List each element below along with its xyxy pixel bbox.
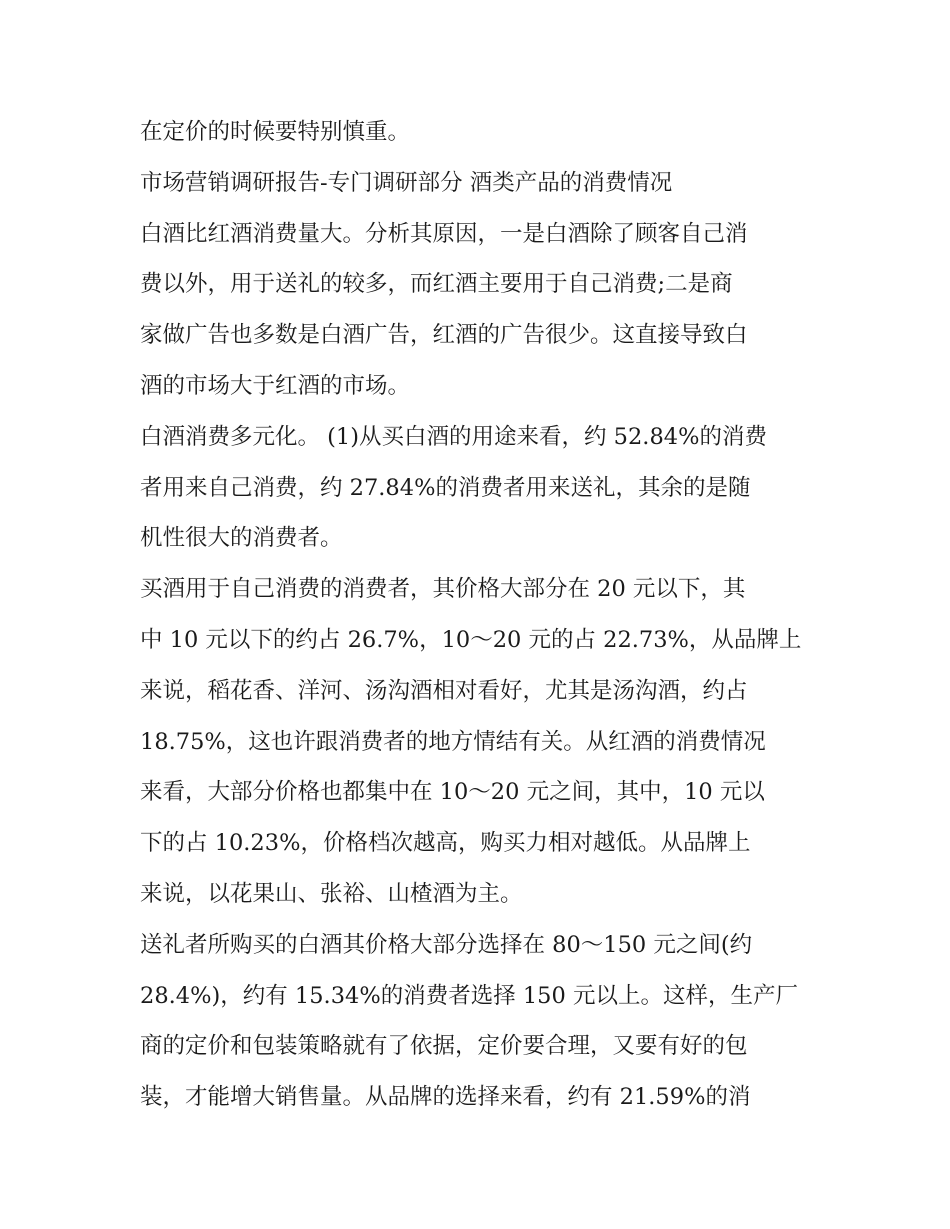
text-line: 市场营销调研报告-专门调研部分 酒类产品的消费情况 <box>140 169 673 196</box>
text-line: 送礼者所购买的白酒其价格大部分选择在 80～150 元之间(约 <box>140 931 753 958</box>
text-line: 来看，大部分价格也都集中在 10～20 元之间，其中，10 元以 <box>140 779 765 806</box>
text-line: 者用来自己消费，约 27.84%的消费者用来送礼，其余的是随 <box>140 474 751 501</box>
text-line: 18.75%，这也许跟消费者的地方情结有关。从红酒的消费情况 <box>140 728 766 755</box>
text-line: 白酒消费多元化。 (1)从买白酒的用途来看，约 52.84%的消费 <box>140 423 767 450</box>
paragraph-3 <box>140 209 820 412</box>
text-line: 买酒用于自己消费的消费者，其价格大部分在 20 元以下，其 <box>140 576 746 603</box>
paragraph-5 <box>140 564 820 920</box>
text-line: 来说，稻花香、洋河、汤沟酒相对看好，尤其是汤沟酒，约占 <box>140 677 748 704</box>
text-line: 家做广告也多数是白酒广告，红酒的广告很少。这直接导致白 <box>140 322 748 349</box>
text-line: 在定价的时候要特别慎重。 <box>140 119 411 145</box>
text-line: 白酒比红酒消费量大。分析其原因，一是白酒除了顾客自己消 <box>140 220 748 247</box>
text-line: 酒的市场大于红酒的市场。 <box>140 372 411 399</box>
paragraph-1 <box>140 107 820 158</box>
paragraph-2 <box>140 158 820 209</box>
text-line: 商的定价和包装策略就有了依据，定价要合理，又要有好的包 <box>140 1033 748 1060</box>
text-line: 机性很大的消费者。 <box>140 525 343 552</box>
text-line: 来说，以花果山、张裕、山楂酒为主。 <box>140 880 523 907</box>
paragraph-6 <box>140 920 820 1123</box>
text-line: 费以外，用于送礼的较多，而红酒主要用于自己消费;二是商 <box>140 271 733 298</box>
text-line: 装，才能增大销售量。从品牌的选择来看，约有 21.59%的消 <box>140 1084 751 1111</box>
document-body <box>140 107 820 1123</box>
text-line: 下的占 10.23%，价格档次越高，购买力相对越低。从品牌上 <box>140 830 751 857</box>
text-line: 中 10 元以下的约占 26.7%，10～20 元的占 22.73%，从品牌上 <box>140 626 802 653</box>
paragraph-4 <box>140 412 820 564</box>
text-line: 28.4%)，约有 15.34%的消费者选择 150 元以上。这样，生产厂 <box>140 982 798 1009</box>
